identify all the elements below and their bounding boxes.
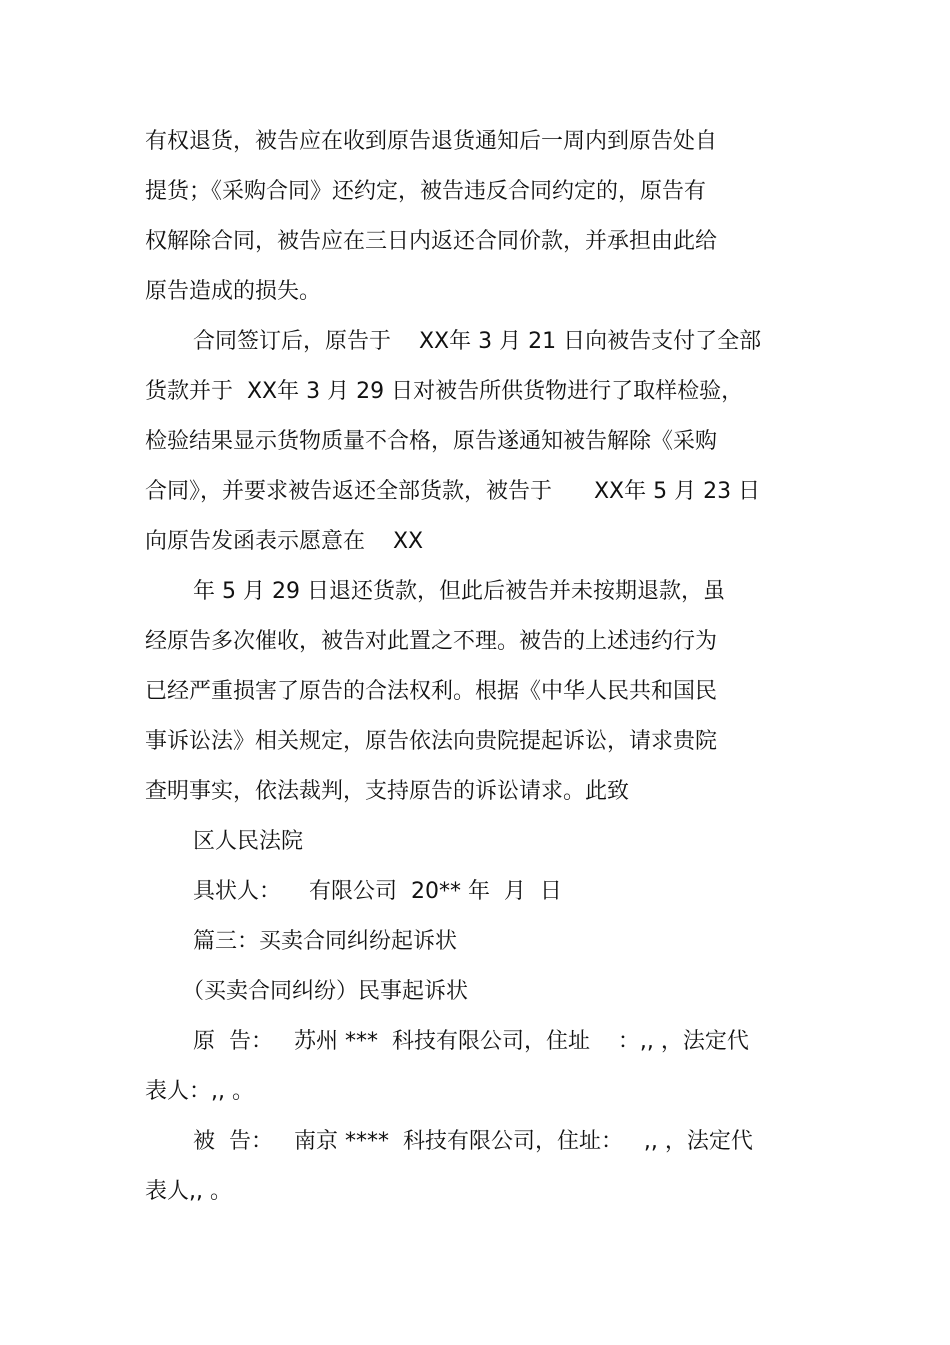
paragraph-line: 向原告发函表示愿意在 XX (145, 529, 424, 554)
paragraph-line: 原告造成的损失。 (145, 279, 322, 304)
paragraph-line: 合同签订后，原告于 XX年 3 月 21 日向被告支付了全部 (193, 329, 762, 354)
paragraph-line: 查明事实，依法裁判，支持原告的诉讼请求。此致 (145, 779, 630, 804)
paragraph-line: 经原告多次催收，被告对此置之不理。被告的上述违约行为 (145, 629, 718, 654)
plaintiff-line-cont: 表人：,, 。 (145, 1079, 254, 1104)
defendant-line-cont: 表人,, 。 (145, 1179, 232, 1204)
paragraph-line: 检验结果显示货物质量不合格，原告遂通知被告解除《采购 (145, 429, 718, 454)
signature-line: 具状人： 有限公司 20** 年 月 日 (193, 879, 562, 904)
paragraph-line: 提货；《采购合同》还约定，被告违反合同约定的，原告有 (145, 179, 707, 204)
defendant-line: 被 告： 南京 **** 科技有限公司，住址： ,, ，法定代 (193, 1129, 753, 1154)
paragraph-line: 有权退货，被告应在收到原告退货通知后一周内到原告处自 (145, 129, 718, 154)
section-heading: 篇三：买卖合同纠纷起诉状 (193, 929, 458, 954)
paragraph-line: 合同》，并要求被告返还全部货款，被告于 XX年 5 月 23 日 (145, 479, 761, 504)
paragraph-line: 年 5 月 29 日退还货款，但此后被告并未按期退款，虽 (193, 579, 725, 604)
paragraph-line: 权解除合同，被告应在三日内返还合同价款，并承担由此给 (145, 229, 718, 254)
paragraph-line: 事诉讼法》相关规定，原告依法向贵院提起诉讼，请求贵院 (145, 729, 718, 754)
court-name: 区人民法院 (193, 829, 304, 854)
paragraph-line: 货款并于 XX年 3 月 29 日对被告所供货物进行了取样检验， (145, 379, 744, 404)
plaintiff-line: 原 告： 苏州 *** 科技有限公司，住址 ：,, ，法定代 (193, 1029, 749, 1054)
paragraph-line: 已经严重损害了原告的合法权利。根据《中华人民共和国民 (145, 679, 718, 704)
document-title: （买卖合同纠纷）民事起诉状 (182, 979, 469, 1004)
